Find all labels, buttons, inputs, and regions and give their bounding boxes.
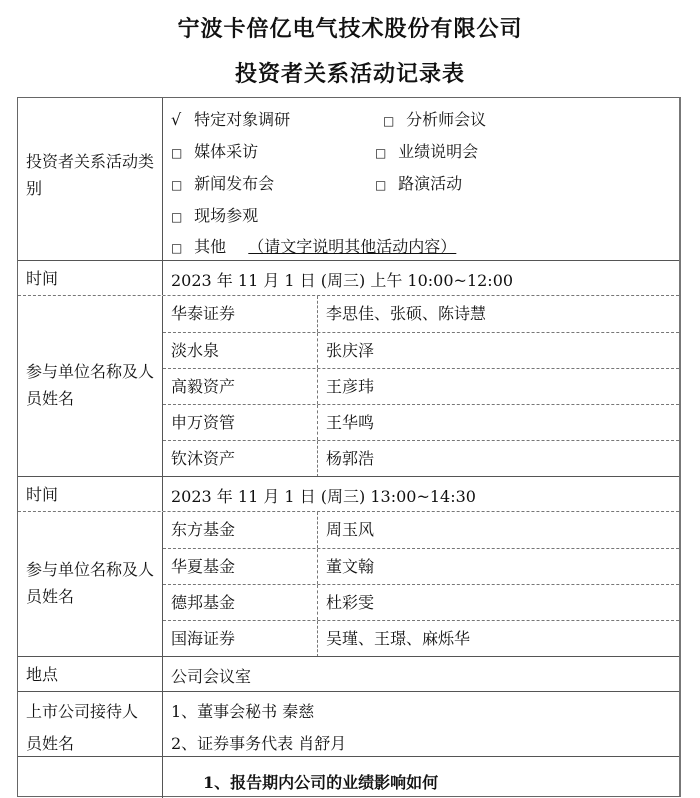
participant-org: 东方基金 xyxy=(163,512,318,548)
option-earnings-call[interactable]: □ 业绩说明会 xyxy=(375,142,479,161)
participant-people: 吴瑾、王璟、麻烁华 xyxy=(326,629,471,648)
reception-label-line2: 员姓名 xyxy=(26,734,75,753)
checkbox-icon: □ xyxy=(171,178,183,192)
checkbox-icon: □ xyxy=(171,241,183,255)
location-label: 地点 xyxy=(26,665,59,684)
session-2-participants-row xyxy=(18,511,679,656)
document-title: 投资者关系活动记录表 xyxy=(234,62,465,87)
participant-row xyxy=(163,332,679,368)
participant-row xyxy=(163,404,679,440)
option-analyst-meeting[interactable]: □ 分析师会议 xyxy=(383,110,487,129)
activity-record-table xyxy=(17,97,681,797)
participant-org: 国海证券 xyxy=(163,621,318,657)
option-press-conference[interactable]: □ 新闻发布会 xyxy=(171,174,275,193)
participants-label: 参与单位名称及人员姓名 xyxy=(26,560,155,606)
option-specific-research[interactable]: √ 特定对象调研 xyxy=(171,110,291,129)
participant-org: 华泰证券 xyxy=(163,296,318,332)
participant-people: 李思佳、张硕、陈诗慧 xyxy=(326,304,487,323)
option-media-interview[interactable]: □ 媒体采访 xyxy=(171,142,259,161)
participant-row xyxy=(163,620,679,657)
location-row xyxy=(18,656,679,691)
option-roadshow[interactable]: □ 路演活动 xyxy=(375,174,463,193)
checkbox-icon: □ xyxy=(383,114,395,128)
participant-org: 钦沐资产 xyxy=(163,441,318,477)
session-1-participants-row xyxy=(18,295,679,476)
participant-org: 淡水泉 xyxy=(163,333,318,368)
content-row-partial xyxy=(18,756,679,798)
participant-org: 华夏基金 xyxy=(163,549,318,584)
participant-row xyxy=(163,296,679,332)
participant-people: 周玉风 xyxy=(326,520,375,539)
participant-org: 德邦基金 xyxy=(163,585,318,620)
company-name: 宁波卡倍亿电气技术股份有限公司 xyxy=(177,17,523,42)
reception-label-line1: 上市公司接待人 xyxy=(26,702,139,721)
session-2-time-row xyxy=(18,476,679,511)
participant-org: 高毅资产 xyxy=(163,369,318,404)
time-label: 时间 xyxy=(26,269,59,288)
activity-type-label-cell xyxy=(18,98,163,260)
time-label: 时间 xyxy=(26,485,59,504)
participant-people: 王华鸣 xyxy=(326,413,375,432)
activity-type-options xyxy=(163,98,679,260)
other-activity-note: （请文字说明其他活动内容） xyxy=(248,237,457,256)
session-1-time-value: 2023 年 11 月 1 日 (周三) 上午 10:00~12:00 xyxy=(171,271,514,290)
participant-org: 申万资管 xyxy=(163,405,318,440)
checkmark-icon: √ xyxy=(171,110,182,129)
checkbox-icon: □ xyxy=(171,146,183,160)
activity-type-label: 投资者关系活动类别 xyxy=(26,152,155,198)
checkbox-icon: □ xyxy=(375,178,387,192)
participant-row xyxy=(163,440,679,477)
participants-label: 参与单位名称及人员姓名 xyxy=(26,362,155,408)
participant-row xyxy=(163,548,679,584)
reception-row xyxy=(18,691,679,756)
participant-people: 董文翰 xyxy=(326,557,375,576)
session-1-time-row xyxy=(18,260,679,295)
option-site-visit[interactable]: □ 现场参观 xyxy=(171,206,259,225)
participant-people: 杜彩雯 xyxy=(326,593,375,612)
reception-person-1: 1、董事会秘书 秦慈 xyxy=(171,702,315,721)
participant-row xyxy=(163,368,679,404)
participant-row xyxy=(163,584,679,620)
checkbox-icon: □ xyxy=(375,146,387,160)
participant-people: 张庆泽 xyxy=(326,341,375,360)
location-value: 公司会议室 xyxy=(171,667,252,686)
participant-row xyxy=(163,512,679,548)
session-2-time-value: 2023 年 11 月 1 日 (周三) 13:00~14:30 xyxy=(171,487,476,506)
content-line-1: 1、报告期内公司的业绩影响如何 xyxy=(203,773,439,792)
participant-people: 杨郭浩 xyxy=(326,449,375,468)
participant-people: 王彦玮 xyxy=(326,377,375,396)
activity-type-row xyxy=(18,98,679,260)
checkbox-icon: □ xyxy=(171,210,183,224)
reception-person-2: 2、证券事务代表 肖舒月 xyxy=(171,734,347,753)
option-other[interactable]: □ 其他 （请文字说明其他活动内容） xyxy=(171,237,457,256)
